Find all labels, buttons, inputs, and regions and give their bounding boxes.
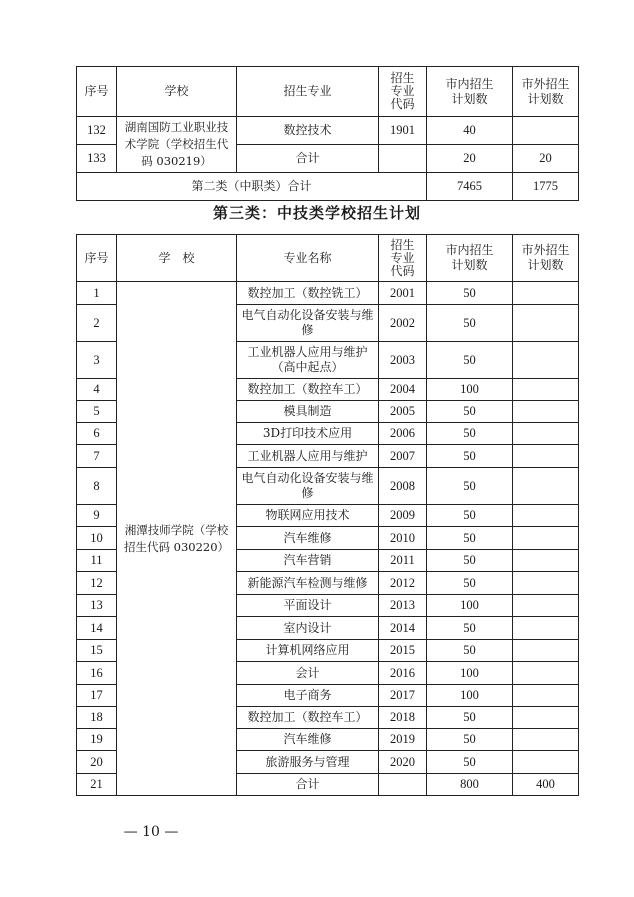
city-plan: 40 [427,117,513,145]
header-no: 序号 [77,67,117,117]
major-name: 3D打印技术应用 [237,423,379,445]
major-name: 数控技术 [237,117,379,145]
major-code: 2006 [379,423,427,445]
outside-plan [513,595,579,617]
major-code: 2001 [379,282,427,305]
major-name: 合计 [237,145,379,173]
city-plan: 100 [427,379,513,401]
major-code: 2007 [379,445,427,468]
major-code: 2015 [379,640,427,662]
table-row [77,117,579,145]
city-plan: 50 [427,729,513,751]
outside-plan [513,305,579,342]
major-name: 数控加工（数控车工） [237,379,379,401]
table-second-category [76,66,579,201]
row-number: 20 [77,751,117,774]
outside-plan: 20 [513,145,579,173]
header-no: 序号 [77,235,117,282]
header-major: 专业名称 [237,235,379,282]
header-code: 招生专业代码 [379,235,427,282]
outside-plan [513,282,579,305]
major-name: 旅游服务与管理 [237,751,379,774]
city-plan: 100 [427,685,513,707]
major-name: 平面设计 [237,595,379,617]
section-title: 第三类：中技类学校招生计划 [212,204,421,222]
row-number: 14 [77,617,117,640]
outside-plan [513,550,579,572]
outside-plan [513,468,579,505]
city-plan: 50 [427,468,513,505]
table-row [77,282,579,305]
major-code [379,145,427,173]
city-plan: 100 [427,595,513,617]
major-name: 数控加工（数控车工） [237,707,379,729]
outside-plan [513,527,579,550]
row-number: 5 [77,401,117,423]
major-code: 2019 [379,729,427,751]
city-plan: 50 [427,550,513,572]
outside-plan [513,729,579,751]
school-name: 湖南国防工业职业技术学院（学校招生代码 030219） [117,117,237,173]
outside-plan [513,505,579,527]
major-code: 2012 [379,572,427,595]
table-third-category [76,234,579,796]
row-number: 16 [77,662,117,685]
major-code: 2013 [379,595,427,617]
city-plan: 50 [427,707,513,729]
row-number: 18 [77,707,117,729]
major-code: 2005 [379,401,427,423]
header-code: 招生专业代码 [379,67,427,117]
city-plan: 50 [427,527,513,550]
major-name: 数控加工（数控铣工） [237,282,379,305]
city-plan: 20 [427,145,513,173]
outside-plan [513,707,579,729]
table-header-row [77,67,579,117]
major-code: 2009 [379,505,427,527]
outside-plan [513,662,579,685]
header-outside-plan: 市外招生计划数 [513,67,579,117]
header-school: 学校 [117,67,237,117]
city-plan: 50 [427,342,513,379]
outside-plan [513,423,579,445]
outside-plan [513,445,579,468]
row-number: 19 [77,729,117,751]
row-number: 2 [77,305,117,342]
header-outside-plan: 市外招生计划数 [513,235,579,282]
row-number: 7 [77,445,117,468]
row-number: 9 [77,505,117,527]
row-number: 1 [77,282,117,305]
header-city-plan: 市内招生计划数 [427,67,513,117]
major-name: 电气自动化设备安装与维修 [237,305,379,342]
outside-plan [513,401,579,423]
outside-plan [513,751,579,774]
major-code: 1901 [379,117,427,145]
header-city-plan: 市内招生计划数 [427,235,513,282]
row-number: 12 [77,572,117,595]
row-number: 10 [77,527,117,550]
major-code: 2011 [379,550,427,572]
major-name: 汽车维修 [237,729,379,751]
outside-plan [513,117,579,145]
row-number: 6 [77,423,117,445]
major-code: 2010 [379,527,427,550]
major-name: 合计 [237,774,379,796]
table-header-row [77,235,579,282]
page-number: — 10 — [123,824,179,840]
subtotal-outside: 1775 [513,173,579,201]
major-name: 新能源汽车检测与维修 [237,572,379,595]
outside-plan [513,379,579,401]
major-code: 2002 [379,305,427,342]
row-number: 132 [77,117,117,145]
row-number: 133 [77,145,117,173]
outside-plan [513,572,579,595]
major-name: 室内设计 [237,617,379,640]
outside-plan: 400 [513,774,579,796]
major-code: 2016 [379,662,427,685]
city-plan: 50 [427,445,513,468]
row-number: 17 [77,685,117,707]
city-plan: 50 [427,423,513,445]
row-number: 8 [77,468,117,505]
major-code: 2014 [379,617,427,640]
city-plan: 50 [427,505,513,527]
row-number: 11 [77,550,117,572]
row-number: 13 [77,595,117,617]
major-name: 汽车营销 [237,550,379,572]
major-name: 计算机网络应用 [237,640,379,662]
subtotal-label: 第二类（中职类）合计 [77,173,427,201]
school-name: 湘潭技师学院（学校招生代码 030220） [117,282,237,796]
major-code: 2020 [379,751,427,774]
row-number: 21 [77,774,117,796]
subtotal-city: 7465 [427,173,513,201]
city-plan: 100 [427,662,513,685]
major-code: 2018 [379,707,427,729]
major-name: 电气自动化设备安装与维修 [237,468,379,505]
row-number: 15 [77,640,117,662]
major-code: 2003 [379,342,427,379]
major-name: 工业机器人应用与维护 [237,445,379,468]
city-plan: 50 [427,640,513,662]
city-plan: 50 [427,401,513,423]
major-name: 物联网应用技术 [237,505,379,527]
row-number: 3 [77,342,117,379]
outside-plan [513,640,579,662]
city-plan: 50 [427,751,513,774]
outside-plan [513,342,579,379]
major-code [379,774,427,796]
city-plan: 50 [427,572,513,595]
major-code: 2004 [379,379,427,401]
city-plan: 50 [427,305,513,342]
city-plan: 800 [427,774,513,796]
major-name: 工业机器人应用与维护（高中起点） [237,342,379,379]
outside-plan [513,617,579,640]
outside-plan [513,685,579,707]
header-major: 招生专业 [237,67,379,117]
major-name: 汽车维修 [237,527,379,550]
major-name: 电子商务 [237,685,379,707]
major-name: 会计 [237,662,379,685]
major-name: 模具制造 [237,401,379,423]
row-number: 4 [77,379,117,401]
city-plan: 50 [427,617,513,640]
subtotal-row [77,173,579,201]
header-school: 学 校 [117,235,237,282]
city-plan: 50 [427,282,513,305]
major-code: 2008 [379,468,427,505]
major-code: 2017 [379,685,427,707]
